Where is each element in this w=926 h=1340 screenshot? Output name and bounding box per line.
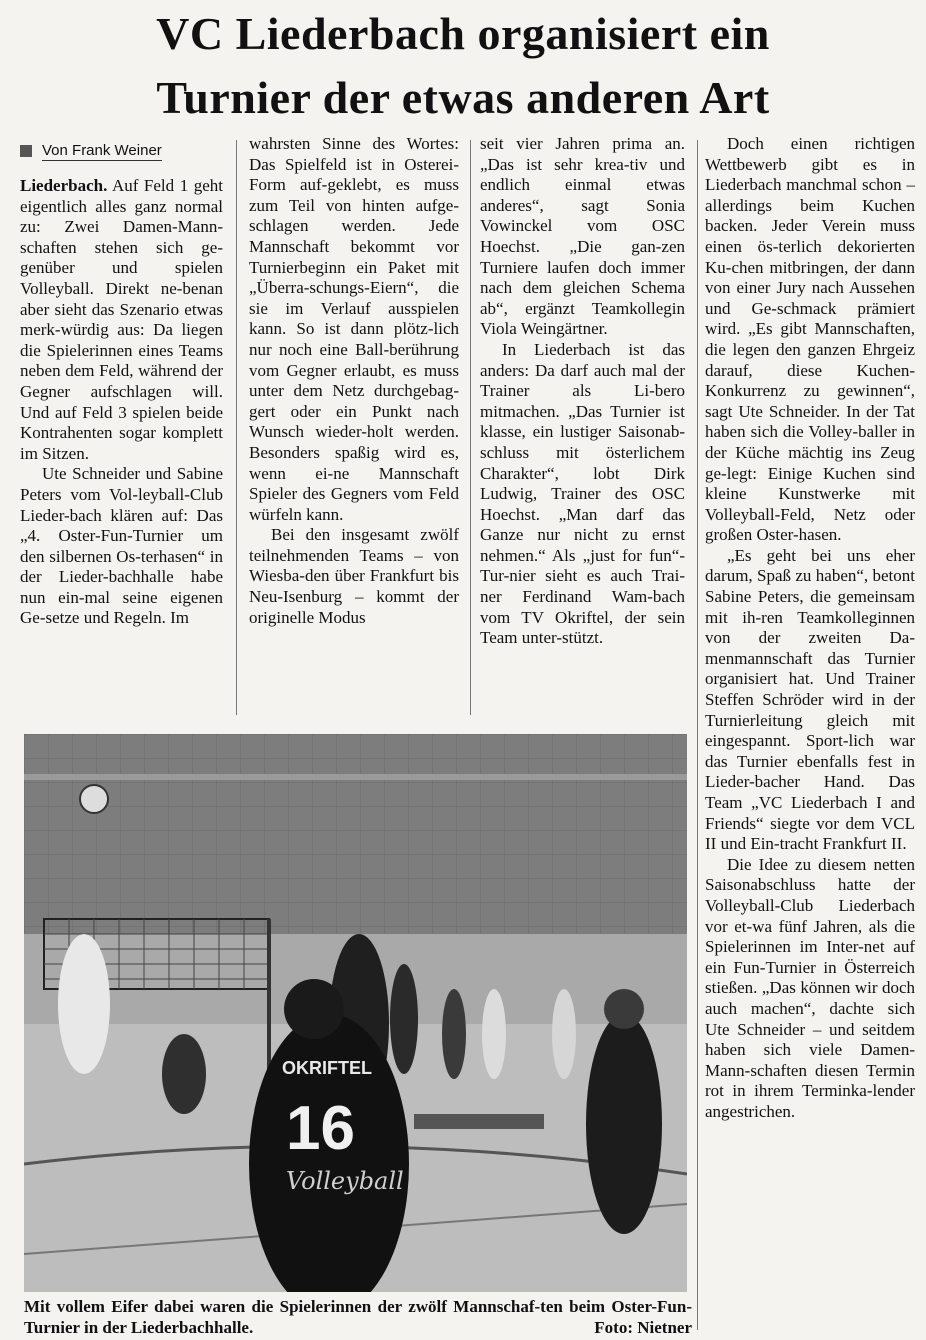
jersey-script: Volleyball bbox=[286, 1167, 404, 1195]
column-4 bbox=[705, 134, 915, 1123]
author-name: Von Frank Weiner bbox=[42, 141, 162, 159]
paragraph-text: wahrsten Sinne des Wortes: Das Spielfeld ist in Osterei-Form auf-geklebt, es muss zum Teil von hinten aufge-schlagen werden. Jede Mannschaft bekommt vor Turnierbeginn ein Paket mit „Überra-schungs-Eiern“, die sie im Verlauf ausspielen kann. So ist dann plötz-lich nur noch eine Ball-berührung vom Gegner erlaubt, es muss unter dem Netz durchgebag-gert oder ein Punkt nach Wunsch wieder-holt werden. Besonders spaßig wird es, wenn ei-ne Mannschaft Spieler des Gegners vom Feld würfeln kann. bbox=[249, 134, 459, 524]
jersey-number: 16 bbox=[286, 1094, 355, 1163]
headline-line-2: Turnier der etwas anderen Art bbox=[156, 72, 770, 123]
dateline: Liederbach. bbox=[20, 176, 108, 195]
paragraph-text: Doch einen richtigen Wettbewerb gibt es in Liederbach manchmal schon – allerdings beim Kuchen backen. Jeder Verein muss einen ös-terlich dekorierten Ku-chen mitbringen, der dann von einer Jury nach Aussehen und Ge-schmack prämiert wird. „Es gibt Mannschaften, die legen den ganzen Ehrgeiz darauf, diese Kuchen-Konkurrenz zu gewinnen“, sagt Ute Schneider. In der Tat haben sich die Volley-baller in der Küche mächtig ins Zeug ge-legt: Einige Kuchen sind kleine Kunstwerke mit Volleyball-Feld, Netz oder großen Oster-hasen. bbox=[705, 134, 915, 545]
article-paragraph bbox=[705, 134, 915, 546]
headline-line-1: VC Liederbach organisiert ein bbox=[156, 8, 770, 59]
article-paragraph bbox=[20, 176, 223, 464]
column-2 bbox=[249, 134, 459, 628]
hall-wall bbox=[24, 734, 687, 934]
paragraph-text: seit vier Jahren prima an. „Das ist sehr krea-tiv und endlich einmal etwas anderes“, sagt Sonia Vowinckel vom OSC Hoechst. „Die gan-zen Turniere laufen doch immer nach dem gleichen Schema ab“, ergänzt Teamkollegin Viola Weingärtner. bbox=[480, 134, 685, 339]
paragraph-text: Die Idee zu diesem netten Saisonabschluss hatte der Volleyball-Club Liederbach vor et-wa fünf Jahren, als die Spielerinnen im Inter-net auf ein Fun-Turnier in Österreich stießen. „Das können wir doch auch machen“, dachte sich Ute Schneider – und seitdem haben sich viele Damen-Mann-schaften diesen Termin rot in ihrem Terminka-lender angestrichen. bbox=[705, 854, 915, 1121]
paragraph-text: Bei den insgesamt zwölf teilnehmenden Teams – von Wiesba-den über Frankfurt bis Neu-Isenburg – kommt der originelle Modus bbox=[249, 525, 459, 627]
column-divider bbox=[697, 140, 698, 1330]
paragraph-text: „Es geht bei uns eher darum, Spaß zu haben“, betont Sabine Peters, die gemeinsam mit ih-ren Teamkolleginnen von der zweiten Da-menmannschaft das Turnier organisiert hat. Und Trainer Steffen Schröder wird in der Turnierleitung gleich mit eingespannt. Sport-lich war das Turnier ebenfalls fest in Lieder-bacher Hand. Das Team „VC Liederbach I and Friends“ siegte vor dem VCL II und Ein-tracht Frankfurt II. bbox=[705, 545, 915, 854]
paragraph-text: Ute Schneider und Sabine Peters vom Vol-leyball-Club Lieder-bach klären auf: Das „4. Oster-Fun-Turnier um den silbernen Os-terhasen“ in der Lieder-bachhalle habe nun ein-mal seine eigenen Ge-setze und Regeln. Im bbox=[20, 464, 223, 628]
paragraph-text: In Liederbach ist das anders: Da darf auch mal der Trainer als Li-bero mitmachen. „Das Turnier ist klasse, ein lustiger Saisonab-schluss mit österlichem Charakter“, lobt Dirk Ludwig, Trainer des OSC Hoechst. „Man darf das Ganze nur nicht zu ernst nehmen.“ Als „just for fun“-Tur-nier sieht es auch Trai-ner Ferdinand Wam-bach vom TV Okriftel, der sein Team unter-stützt. bbox=[480, 339, 685, 648]
volleyball bbox=[80, 785, 108, 813]
article-paragraph bbox=[249, 134, 459, 525]
player-left bbox=[58, 934, 110, 1074]
article-paragraph bbox=[705, 546, 915, 855]
photo-caption bbox=[24, 1296, 692, 1338]
volleyball-photo bbox=[24, 734, 687, 1292]
caption-text: Mit vollem Eifer dabei waren die Spielerinnen der zwölf Mannschaf-ten beim Oster-Fun-Turnier in der Liederbachhalle. bbox=[24, 1297, 692, 1337]
player-right bbox=[586, 1014, 662, 1234]
byline-square-icon bbox=[20, 145, 32, 157]
photo-credit: Foto: Nietner bbox=[594, 1318, 692, 1337]
headline bbox=[0, 2, 926, 130]
column-3 bbox=[480, 134, 685, 649]
byline bbox=[20, 141, 162, 161]
paragraph-text: Auf Feld 1 geht eigentlich alles ganz normal zu: Zwei Damen-Mann-schaften stehen sich ge-genüber und spielen Volleyball. Direkt ne-benan aber sieht das Szenario etwas merk-würdig aus: Da liegen die Spielerinnen eines Teams neben dem Feld, während der Gegner aufschlagen will. Und auf Feld 3 spielen beide Kontrahenten sogar komplett im Sitzen. bbox=[20, 176, 223, 463]
column-1 bbox=[20, 176, 223, 629]
bench bbox=[414, 1114, 544, 1129]
article-paragraph bbox=[480, 340, 685, 649]
photo-illustration bbox=[24, 734, 687, 1292]
article-paragraph bbox=[249, 525, 459, 628]
article-paragraph bbox=[20, 464, 223, 629]
column-divider bbox=[470, 140, 471, 715]
article-paragraph bbox=[480, 134, 685, 340]
column-divider bbox=[236, 140, 237, 715]
article-paragraph bbox=[705, 855, 915, 1123]
jersey-text: OKRIFTEL bbox=[282, 1058, 372, 1078]
seated-player bbox=[162, 1034, 206, 1114]
